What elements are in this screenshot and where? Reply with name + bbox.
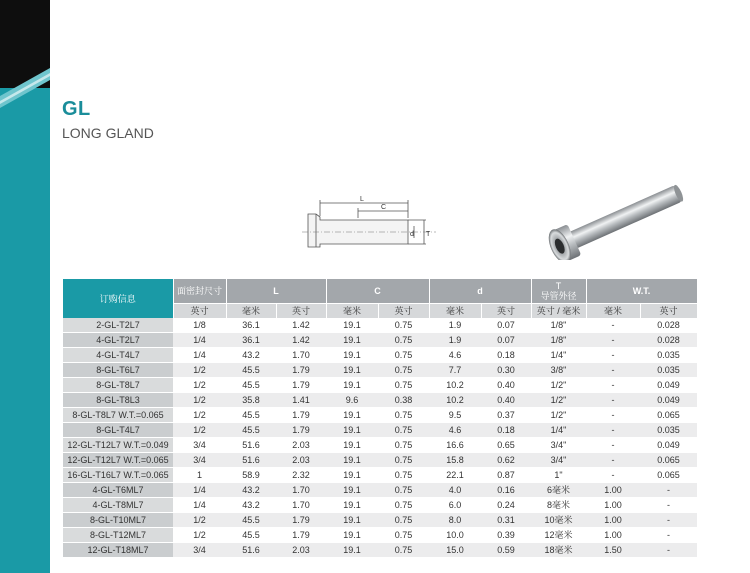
part-number-cell: 12-GL-T12L7 W.T.=0.065 bbox=[63, 453, 173, 468]
table-cell: 1/2 bbox=[173, 528, 226, 543]
part-number-cell: 8-GL-T8L7 W.T.=0.065 bbox=[63, 408, 173, 423]
table-cell: 1.70 bbox=[276, 483, 326, 498]
part-number-cell: 4-GL-T4L7 bbox=[63, 348, 173, 363]
sub-header: 毫米 bbox=[326, 304, 378, 319]
sub-header: 英寸 bbox=[173, 304, 226, 319]
table-cell: - bbox=[640, 528, 697, 543]
table-cell: 45.5 bbox=[226, 528, 276, 543]
table-cell: 9.6 bbox=[326, 393, 378, 408]
table-row bbox=[63, 438, 697, 453]
table-row bbox=[63, 453, 697, 468]
table-cell: 1.41 bbox=[276, 393, 326, 408]
part-number-cell: 8-GL-T8L3 bbox=[63, 393, 173, 408]
sub-header: 英寸 bbox=[276, 304, 326, 319]
table-cell: 10.0 bbox=[429, 528, 481, 543]
table-cell: 1.79 bbox=[276, 528, 326, 543]
table-cell: - bbox=[586, 333, 640, 348]
part-number-cell: 8-GL-T6L7 bbox=[63, 363, 173, 378]
sub-header: 毫米 bbox=[429, 304, 481, 319]
table-cell: - bbox=[640, 543, 697, 558]
table-cell: 0.75 bbox=[378, 378, 429, 393]
table-cell: 0.40 bbox=[481, 393, 531, 408]
sub-header: 英寸 bbox=[640, 304, 697, 319]
table-cell: 45.5 bbox=[226, 423, 276, 438]
part-number-cell: 2-GL-T2L7 bbox=[63, 318, 173, 333]
table-cell: 0.16 bbox=[481, 483, 531, 498]
part-number-cell: 8-GL-T8L7 bbox=[63, 378, 173, 393]
table-cell: 0.75 bbox=[378, 423, 429, 438]
table-cell: 1.70 bbox=[276, 498, 326, 513]
table-row bbox=[63, 393, 697, 408]
table-cell: 1.42 bbox=[276, 333, 326, 348]
table-cell: - bbox=[586, 438, 640, 453]
table-cell: 0.39 bbox=[481, 528, 531, 543]
table-cell: 12毫米 bbox=[531, 528, 586, 543]
table-cell: 19.1 bbox=[326, 408, 378, 423]
table-cell: 1/2 bbox=[173, 513, 226, 528]
table-cell: 0.75 bbox=[378, 348, 429, 363]
table-cell: 0.75 bbox=[378, 498, 429, 513]
part-number-cell: 8-GL-T4L7 bbox=[63, 423, 173, 438]
sub-header: 英寸 bbox=[481, 304, 531, 319]
table-cell: 19.1 bbox=[326, 513, 378, 528]
table-cell: 19.1 bbox=[326, 543, 378, 558]
table-cell: 1.79 bbox=[276, 423, 326, 438]
table-cell: 1.79 bbox=[276, 513, 326, 528]
table-cell: 0.75 bbox=[378, 453, 429, 468]
table-cell: 0.75 bbox=[378, 408, 429, 423]
table-cell: 36.1 bbox=[226, 333, 276, 348]
table-cell: 10.2 bbox=[429, 378, 481, 393]
table-cell: 35.8 bbox=[226, 393, 276, 408]
table-cell: 45.5 bbox=[226, 513, 276, 528]
table-cell: 7.7 bbox=[429, 363, 481, 378]
table-cell: - bbox=[640, 483, 697, 498]
table-cell: 45.5 bbox=[226, 378, 276, 393]
table-cell: 1/2 bbox=[173, 378, 226, 393]
table-cell: 6.0 bbox=[429, 498, 481, 513]
table-cell: 1/4 bbox=[173, 348, 226, 363]
sub-header: 毫米 bbox=[226, 304, 276, 319]
col-header-T bbox=[531, 279, 586, 304]
table-cell: 0.07 bbox=[481, 333, 531, 348]
table-cell: 3/8" bbox=[531, 363, 586, 378]
part-number-cell: 12-GL-T12L7 W.T.=0.049 bbox=[63, 438, 173, 453]
table-cell: 3/4 bbox=[173, 438, 226, 453]
part-number-cell: 4-GL-T8ML7 bbox=[63, 498, 173, 513]
table-cell: 8.0 bbox=[429, 513, 481, 528]
table-row bbox=[63, 408, 697, 423]
col-header-face-seal: 面密封尺寸 bbox=[173, 279, 226, 304]
table-cell: 19.1 bbox=[326, 348, 378, 363]
table-cell: 6毫米 bbox=[531, 483, 586, 498]
table-cell: 0.62 bbox=[481, 453, 531, 468]
table-cell: 15.0 bbox=[429, 543, 481, 558]
table-cell: 0.049 bbox=[640, 438, 697, 453]
table-cell: 0.065 bbox=[640, 408, 697, 423]
table-cell: 2.32 bbox=[276, 468, 326, 483]
table-cell: 1/2" bbox=[531, 393, 586, 408]
col-header-C: C bbox=[326, 279, 429, 304]
col-header-d: d bbox=[429, 279, 531, 304]
col-header-order-info: 订购信息 bbox=[63, 279, 173, 318]
table-cell: 4.0 bbox=[429, 483, 481, 498]
table-cell: 19.1 bbox=[326, 468, 378, 483]
table-cell: 0.87 bbox=[481, 468, 531, 483]
table-cell: 1.42 bbox=[276, 318, 326, 333]
table-cell: 51.6 bbox=[226, 453, 276, 468]
table-cell: 1 bbox=[173, 468, 226, 483]
table-cell: 1/8" bbox=[531, 318, 586, 333]
sidebar-stripe-decoration bbox=[0, 0, 50, 120]
table-cell: 1/2" bbox=[531, 408, 586, 423]
table-cell: 51.6 bbox=[226, 543, 276, 558]
table-cell: 58.9 bbox=[226, 468, 276, 483]
table-row bbox=[63, 468, 697, 483]
table-cell: 1.79 bbox=[276, 378, 326, 393]
table-row bbox=[63, 483, 697, 498]
table-cell: 1/2" bbox=[531, 378, 586, 393]
col-header-wt: W.T. bbox=[586, 279, 697, 304]
table-cell: 0.028 bbox=[640, 333, 697, 348]
sub-header: 英寸 bbox=[378, 304, 429, 319]
table-cell: 0.028 bbox=[640, 318, 697, 333]
table-cell: 1.70 bbox=[276, 348, 326, 363]
dimension-diagram bbox=[296, 192, 446, 254]
table-cell: 1/8" bbox=[531, 333, 586, 348]
table-row bbox=[63, 498, 697, 513]
table-cell: 0.30 bbox=[481, 363, 531, 378]
table-cell: 3/4 bbox=[173, 543, 226, 558]
table-cell: 1.00 bbox=[586, 528, 640, 543]
table-row bbox=[63, 318, 697, 333]
part-number-cell: 8-GL-T12ML7 bbox=[63, 528, 173, 543]
table-cell: 2.03 bbox=[276, 438, 326, 453]
table-cell: - bbox=[586, 378, 640, 393]
col-header-L: L bbox=[226, 279, 326, 304]
col-header-T-symbol: T bbox=[555, 281, 562, 291]
table-cell: 0.065 bbox=[640, 468, 697, 483]
table-cell: 1/4" bbox=[531, 348, 586, 363]
table-cell: 0.75 bbox=[378, 468, 429, 483]
table-cell: 19.1 bbox=[326, 333, 378, 348]
dim-label-C: C bbox=[381, 204, 387, 211]
table-cell: 1/2 bbox=[173, 423, 226, 438]
table-cell: 19.1 bbox=[326, 378, 378, 393]
table-cell: 19.1 bbox=[326, 498, 378, 513]
table-cell: 0.75 bbox=[378, 438, 429, 453]
table-cell: 45.5 bbox=[226, 363, 276, 378]
table-cell: 19.1 bbox=[326, 438, 378, 453]
table-cell: 0.18 bbox=[481, 423, 531, 438]
table-row bbox=[63, 528, 697, 543]
table-cell: 0.75 bbox=[378, 543, 429, 558]
table-cell: - bbox=[586, 363, 640, 378]
table-cell: 1.9 bbox=[429, 318, 481, 333]
table-cell: 1.00 bbox=[586, 498, 640, 513]
table-cell: 19.1 bbox=[326, 528, 378, 543]
table-cell: 1.00 bbox=[586, 513, 640, 528]
dim-label-L: L bbox=[360, 196, 364, 203]
table-cell: 2.03 bbox=[276, 453, 326, 468]
table-cell: 1/4 bbox=[173, 498, 226, 513]
table-cell: 0.049 bbox=[640, 393, 697, 408]
table-cell: - bbox=[586, 318, 640, 333]
table-row bbox=[63, 348, 697, 363]
table-cell: 1.50 bbox=[586, 543, 640, 558]
table-cell: 19.1 bbox=[326, 483, 378, 498]
table-cell: - bbox=[586, 348, 640, 363]
spec-table bbox=[63, 279, 698, 558]
table-row bbox=[63, 333, 697, 348]
table-cell: 19.1 bbox=[326, 423, 378, 438]
table-cell: 1.9 bbox=[429, 333, 481, 348]
table-cell: 45.5 bbox=[226, 408, 276, 423]
table-cell: 16.6 bbox=[429, 438, 481, 453]
table-row bbox=[63, 378, 697, 393]
table-cell: 0.38 bbox=[378, 393, 429, 408]
table-cell: 1/4" bbox=[531, 423, 586, 438]
table-cell: 0.75 bbox=[378, 318, 429, 333]
table-cell: 1" bbox=[531, 468, 586, 483]
table-cell: 0.065 bbox=[640, 453, 697, 468]
table-cell: 18毫米 bbox=[531, 543, 586, 558]
table-cell: 1/4 bbox=[173, 333, 226, 348]
table-cell: - bbox=[640, 498, 697, 513]
table-cell: 0.59 bbox=[481, 543, 531, 558]
product-photo bbox=[536, 180, 696, 260]
table-cell: 22.1 bbox=[429, 468, 481, 483]
table-cell: 15.8 bbox=[429, 453, 481, 468]
table-cell: 0.24 bbox=[481, 498, 531, 513]
table-cell: 4.6 bbox=[429, 423, 481, 438]
table-cell: 1/2 bbox=[173, 363, 226, 378]
table-cell: 51.6 bbox=[226, 438, 276, 453]
col-header-T-desc: 导管外径 bbox=[540, 291, 577, 301]
part-number-cell: 16-GL-T16L7 W.T.=0.065 bbox=[63, 468, 173, 483]
table-cell: - bbox=[586, 408, 640, 423]
table-cell: - bbox=[586, 468, 640, 483]
table-cell: 0.37 bbox=[481, 408, 531, 423]
table-cell: 0.035 bbox=[640, 363, 697, 378]
table-cell: 10毫米 bbox=[531, 513, 586, 528]
table-cell: 0.75 bbox=[378, 363, 429, 378]
table-row bbox=[63, 423, 697, 438]
table-cell: 9.5 bbox=[429, 408, 481, 423]
page-title: GL bbox=[62, 98, 91, 120]
table-cell: 1/4 bbox=[173, 483, 226, 498]
table-cell: 1.79 bbox=[276, 363, 326, 378]
spec-table-body bbox=[63, 318, 697, 558]
table-cell: 0.07 bbox=[481, 318, 531, 333]
table-cell: 4.6 bbox=[429, 348, 481, 363]
table-cell: 1.79 bbox=[276, 408, 326, 423]
table-cell: 43.2 bbox=[226, 498, 276, 513]
table-cell: 1/2 bbox=[173, 408, 226, 423]
table-cell: 0.035 bbox=[640, 348, 697, 363]
table-cell: 19.1 bbox=[326, 318, 378, 333]
table-row bbox=[63, 363, 697, 378]
table-cell: 0.75 bbox=[378, 333, 429, 348]
table-cell: 0.75 bbox=[378, 513, 429, 528]
table-cell: 1/8 bbox=[173, 318, 226, 333]
table-cell: 1.00 bbox=[586, 483, 640, 498]
table-cell: 3/4 bbox=[173, 453, 226, 468]
table-cell: 2.03 bbox=[276, 543, 326, 558]
table-cell: - bbox=[640, 513, 697, 528]
table-cell: 0.31 bbox=[481, 513, 531, 528]
table-group-header-row bbox=[63, 279, 697, 304]
sub-header: 毫米 bbox=[586, 304, 640, 319]
table-cell: 36.1 bbox=[226, 318, 276, 333]
table-cell: - bbox=[586, 393, 640, 408]
table-cell: 1/2 bbox=[173, 393, 226, 408]
part-number-cell: 4-GL-T6ML7 bbox=[63, 483, 173, 498]
part-number-cell: 4-GL-T2L7 bbox=[63, 333, 173, 348]
part-number-cell: 12-GL-T18ML7 bbox=[63, 543, 173, 558]
table-cell: 8毫米 bbox=[531, 498, 586, 513]
table-cell: 3/4" bbox=[531, 438, 586, 453]
page-subtitle: LONG GLAND bbox=[62, 125, 154, 141]
table-cell: 10.2 bbox=[429, 393, 481, 408]
table-cell: 43.2 bbox=[226, 348, 276, 363]
table-cell: 0.035 bbox=[640, 423, 697, 438]
table-row bbox=[63, 543, 697, 558]
table-cell: 0.75 bbox=[378, 483, 429, 498]
table-cell: 0.75 bbox=[378, 528, 429, 543]
part-number-cell: 8-GL-T10ML7 bbox=[63, 513, 173, 528]
table-row bbox=[63, 513, 697, 528]
table-cell: 0.049 bbox=[640, 378, 697, 393]
table-cell: 0.18 bbox=[481, 348, 531, 363]
table-cell: - bbox=[586, 453, 640, 468]
table-cell: - bbox=[586, 423, 640, 438]
dim-label-d: d bbox=[410, 231, 414, 238]
table-cell: 19.1 bbox=[326, 363, 378, 378]
table-cell: 19.1 bbox=[326, 453, 378, 468]
dim-label-T: T bbox=[426, 231, 431, 238]
table-cell: 0.65 bbox=[481, 438, 531, 453]
table-cell: 0.40 bbox=[481, 378, 531, 393]
table-cell: 3/4" bbox=[531, 453, 586, 468]
sub-header: 英寸 / 毫米 bbox=[531, 304, 586, 319]
table-cell: 43.2 bbox=[226, 483, 276, 498]
